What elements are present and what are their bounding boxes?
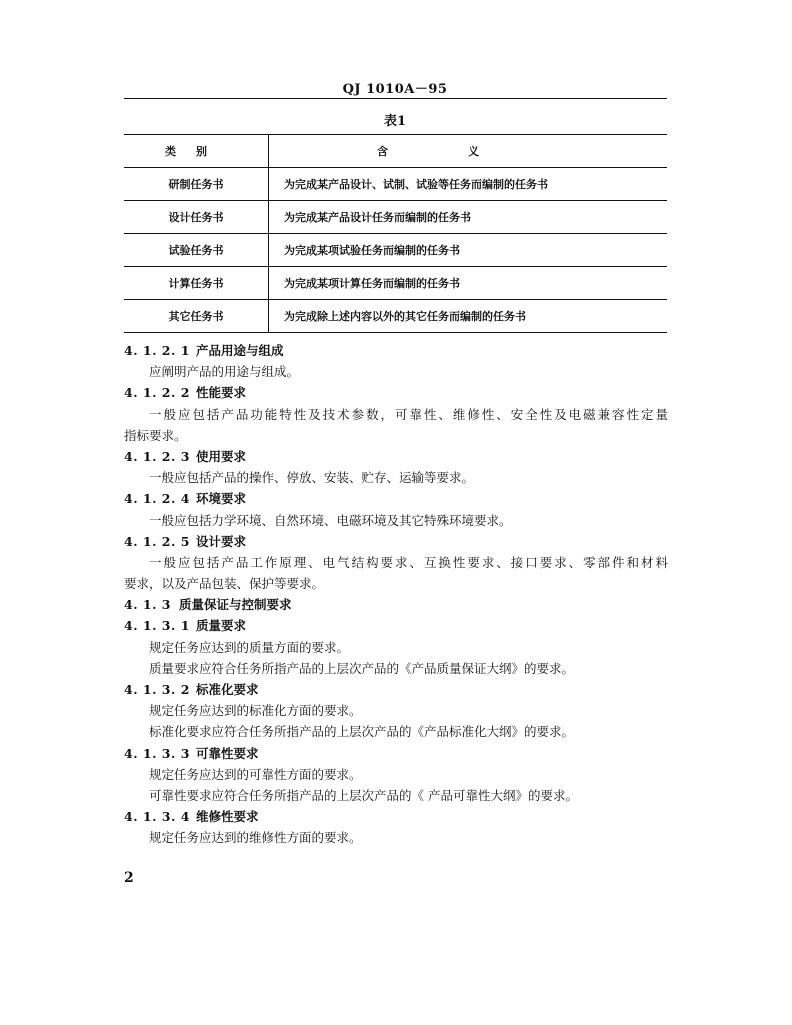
- table-1: [124, 134, 667, 333]
- table-row: [124, 234, 667, 267]
- section-number: 4. 1. 2. 2: [124, 385, 190, 401]
- paragraph: 规定任务应达到的维修性方面的要求。: [149, 830, 362, 846]
- cell-meaning: 为完成某产品设计、试制、试验等任务而编制的任务书: [269, 168, 668, 201]
- paragraph-continuation: 指标要求。: [124, 427, 187, 443]
- section-number: 4. 1. 3: [124, 597, 171, 613]
- body-text: [124, 340, 670, 849]
- paragraph: 规定任务应达到的标准化方面的要求。: [149, 703, 362, 719]
- document-code-header: QJ 1010A－95: [342, 82, 448, 97]
- table-row: [124, 300, 667, 333]
- column-header-category: 类别: [124, 135, 269, 168]
- cell-meaning: 为完成除上述内容以外的其它任务而编制的任务书: [269, 300, 668, 333]
- section-title: 设计要求: [196, 533, 247, 549]
- section-heading-4-1-2-1: [124, 340, 670, 361]
- section-number: 4. 1. 3. 4: [124, 809, 190, 825]
- cell-meaning: 为完成某产品设计任务而编制的任务书: [269, 201, 668, 234]
- section-title: 使用要求: [196, 448, 247, 464]
- paragraph: 一般应包括产品功能特性及技术参数，可靠性、维修性、安全性及电磁兼容性定量: [149, 406, 668, 422]
- section-title: 产品用途与组成: [196, 343, 284, 358]
- header-rule: [124, 98, 667, 99]
- section-heading-4-1-3-3: [124, 743, 670, 764]
- table-row: [124, 201, 667, 234]
- section-number: 4. 1. 3. 3: [124, 745, 190, 761]
- cell-category: 试验任务书: [124, 234, 269, 267]
- section-heading-4-1-2-3: [124, 446, 670, 467]
- section-number: 4. 1. 2. 5: [124, 533, 190, 549]
- section-number: 4. 1. 2. 1: [124, 343, 190, 358]
- section-heading-4-1-3-4: [124, 806, 670, 827]
- table-header-row: [124, 135, 667, 168]
- section-number: 4. 1. 3. 2: [124, 682, 190, 697]
- paragraph: 一般应包括产品工作原理、电气结构要求、互换性要求、接口要求、零部件和材料: [149, 554, 668, 570]
- section-number: 4. 1. 2. 3: [124, 448, 190, 464]
- table-caption: 表1: [383, 114, 407, 129]
- page-number: 2: [124, 870, 134, 886]
- cell-category: 计算任务书: [124, 267, 269, 300]
- paragraph: 一般应包括力学环境、自然环境、电磁环境及其它特殊环境要求。: [149, 512, 512, 528]
- paragraph: 一般应包括产品的操作、停放、安装、贮存、运输等要求。: [149, 470, 475, 486]
- section-heading-4-1-2-2: [124, 382, 670, 403]
- section-heading-4-1-2-4: [124, 488, 670, 509]
- paragraph: 应阐明产品的用途与组成。: [149, 364, 300, 380]
- cell-category: 其它任务书: [124, 300, 269, 333]
- section-title: 可靠性要求: [196, 745, 259, 761]
- section-title: 质量要求: [196, 618, 247, 634]
- paragraph: 可靠性要求应符合任务所指产品的上层次产品的《 产品可靠性大纲》的要求。: [149, 787, 578, 803]
- cell-category: 设计任务书: [124, 201, 269, 234]
- cell-category: 研制任务书: [124, 168, 269, 201]
- section-heading-4-1-3-2: [124, 679, 670, 700]
- cell-meaning: 为完成某项计算任务而编制的任务书: [269, 267, 668, 300]
- column-header-meaning: 含义: [269, 135, 668, 168]
- table-row: [124, 267, 667, 300]
- paragraph: 规定任务应达到的可靠性方面的要求。: [149, 766, 362, 782]
- section-title: 性能要求: [196, 385, 247, 401]
- paragraph: 质量要求应符合任务所指产品的上层次产品的《产品质量保证大纲》的要求。: [149, 660, 575, 676]
- section-heading-4-1-2-5: [124, 531, 670, 552]
- paragraph-continuation: 要求，以及产品包装、保护等要求。: [124, 576, 325, 592]
- paragraph: 标准化要求应符合任务所指产品的上层次产品的《产品标准化大纲》的要求。: [149, 724, 575, 740]
- section-title: 标准化要求: [196, 682, 259, 697]
- section-heading-4-1-3-1: [124, 615, 670, 636]
- section-heading-4-1-3: [124, 594, 670, 615]
- section-number: 4. 1. 3. 1: [124, 618, 190, 634]
- section-number: 4. 1. 2. 4: [124, 491, 190, 507]
- table-row: [124, 168, 667, 201]
- section-title: 维修性要求: [196, 809, 259, 825]
- section-title: 质量保证与控制要求: [179, 597, 292, 613]
- section-title: 环境要求: [196, 491, 247, 507]
- cell-meaning: 为完成某项试验任务而编制的任务书: [269, 234, 668, 267]
- paragraph: 规定任务应达到的质量方面的要求。: [149, 639, 350, 655]
